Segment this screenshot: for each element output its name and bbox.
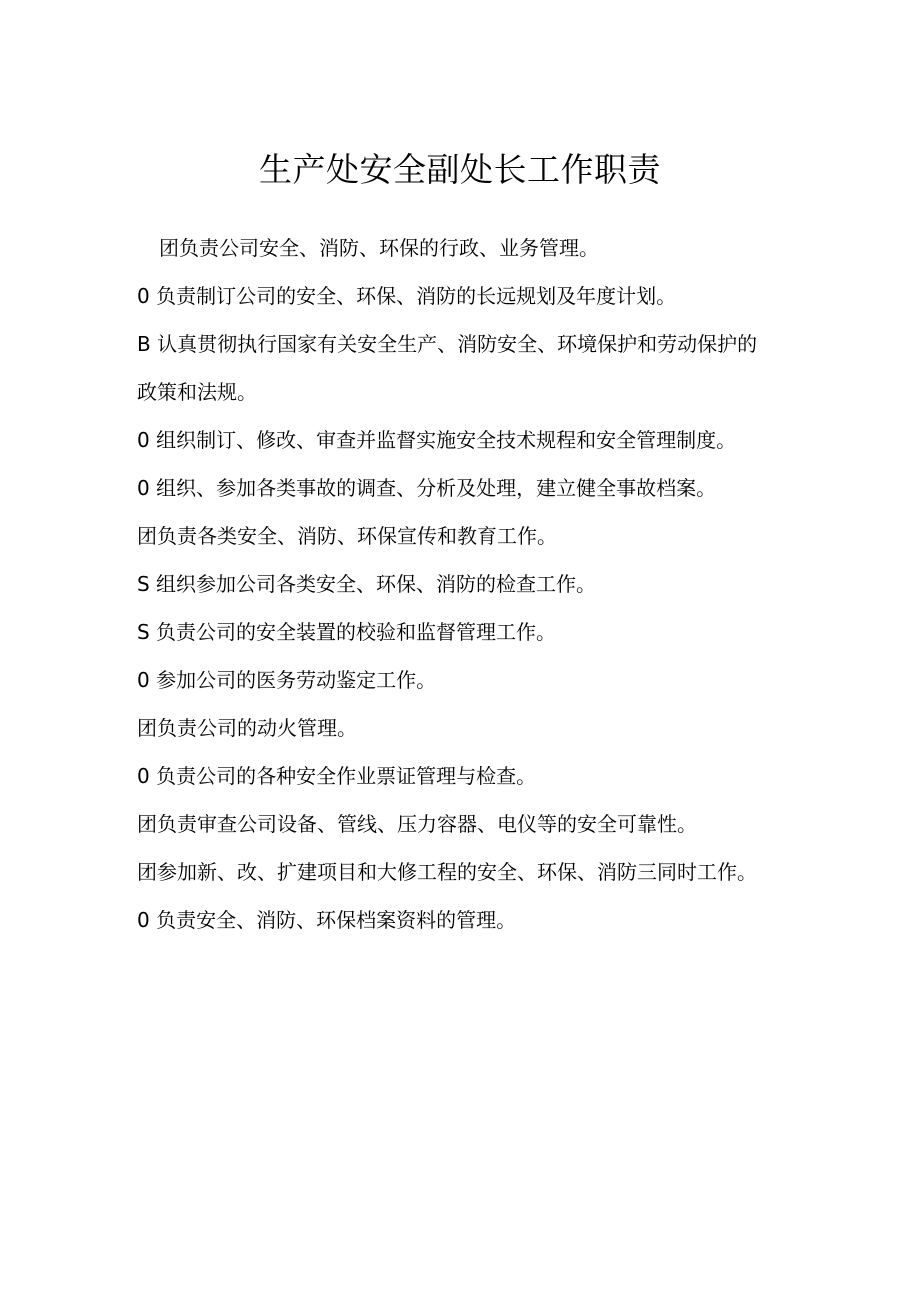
duty-item: 0 负责安全、消防、环保档案资料的管理。 (137, 908, 517, 932)
duty-item: 团负责公司的动火管理。 (137, 716, 357, 740)
duty-item: 0 组织制订、修改、审查并监督实施安全技术规程和安全管理制度。 (137, 428, 737, 452)
duty-item: 团负责审查公司设备、管线、压力容器、电仪等的安全可靠性。 (137, 812, 697, 836)
duty-item: 0 负责制订公司的安全、环保、消防的长远规划及年度计划。 (137, 284, 677, 308)
duty-item: 团参加新、改、扩建项目和大修工程的安全、环保、消防三同时工作。 (137, 860, 757, 884)
duty-item: 0 负责公司的各种安全作业票证管理与检查。 (137, 764, 537, 788)
duty-item: 0 参加公司的医务劳动鉴定工作。 (137, 668, 437, 692)
duty-list (137, 224, 777, 944)
duty-item: 团负责公司安全、消防、环保的行政、业务管理。 (159, 236, 599, 260)
duty-item: 团负责各类安全、消防、环保宣传和教育工作。 (137, 524, 557, 548)
duty-item: 0 组织、参加各类事故的调查、分析及处理，建立健全事故档案。 (137, 476, 717, 500)
duty-item: S 组织参加公司各类安全、环保、消防的检查工作。 (137, 572, 597, 596)
document-title: 生产处安全副处长工作职责 (259, 150, 661, 189)
duty-item: S 负责公司的安全装置的校验和监督管理工作。 (137, 620, 557, 644)
duty-item: B 认真贯彻执行国家有关安全生产、消防安全、环境保护和劳动保护的政策和法规。 (137, 332, 758, 404)
